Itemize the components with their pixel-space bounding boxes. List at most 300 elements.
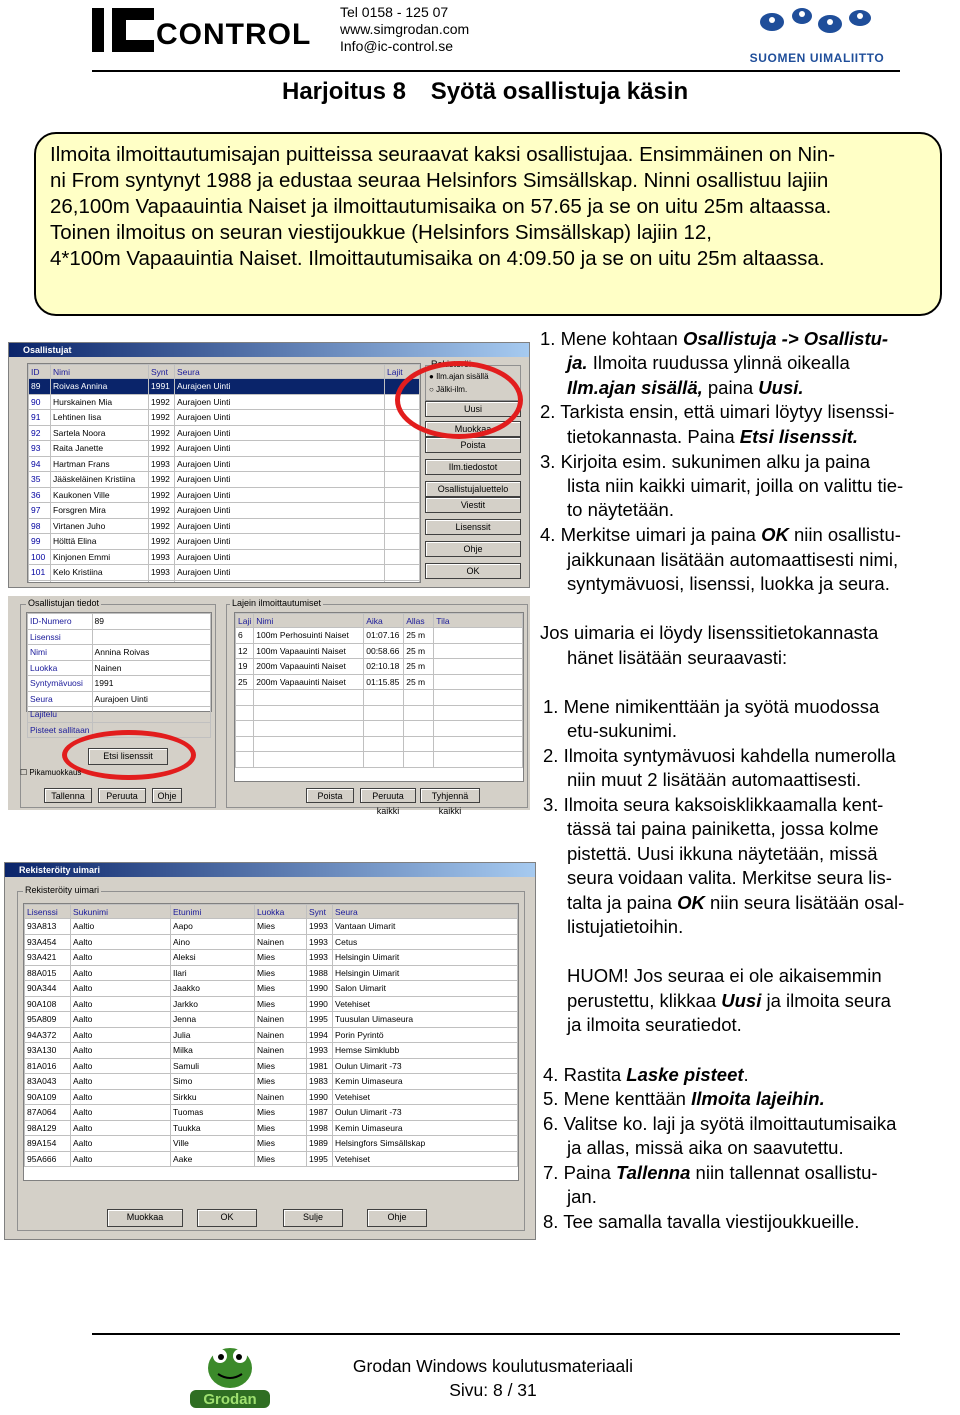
table-cell: Nainen: [255, 1012, 307, 1028]
step-text: .: [743, 1064, 749, 1085]
not-found-intro: Jos uimaria ei löydy lisenssitietokannasta: [540, 622, 879, 643]
table-cell: Hartman Frans: [51, 456, 149, 472]
table-row[interactable]: [25, 1151, 518, 1167]
col-synt[interactable]: Synt: [149, 365, 175, 379]
table-cell: Mies: [255, 1105, 307, 1121]
table-cell: 1992: [149, 410, 175, 426]
table-cell: [385, 518, 420, 534]
table-cell: Vantaan Uimarit: [333, 919, 518, 935]
table-cell: Kemin Uimaseura: [333, 1120, 518, 1136]
header-divider: [92, 70, 900, 72]
option-name: Ilm.ajan sisällä,: [567, 377, 703, 398]
table-cell: 93A421: [25, 950, 71, 966]
table-cell: Kinjonen Emmi: [51, 549, 149, 565]
table-row[interactable]: [25, 1012, 518, 1028]
step-text: ja ilmoita seura: [761, 990, 891, 1011]
table-cell: [236, 736, 254, 752]
table-cell: 93A130: [25, 1043, 71, 1059]
table-cell: [434, 690, 523, 706]
table-cell: 36: [29, 487, 51, 503]
rekisteroi-label: Rekisteröi: [431, 359, 472, 369]
side-button[interactable]: OK: [425, 563, 521, 579]
side-button[interactable]: Uusi: [425, 401, 521, 417]
field-value[interactable]: Annina Roivas: [92, 645, 210, 661]
table-cell: [385, 487, 420, 503]
table-cell: 01:07.16: [364, 628, 404, 644]
col-nimi[interactable]: Nimi: [51, 365, 149, 379]
radio-jalki-label: Jälki-ilm.: [436, 385, 468, 394]
step-3-cont: to näytetään.: [567, 499, 674, 520]
table-cell: [434, 736, 523, 752]
table-cell: Mies: [255, 1151, 307, 1167]
step-text: 7. Paina: [543, 1162, 617, 1183]
table-row[interactable]: [25, 1043, 518, 1059]
participants-table[interactable]: [27, 363, 421, 583]
table-cell: [385, 580, 420, 583]
table-cell: Sirkku: [171, 1089, 255, 1105]
table-cell: 89: [29, 379, 51, 395]
table-cell: Nainen: [255, 934, 307, 950]
table-row[interactable]: [29, 518, 420, 534]
mascot-name: Grodan: [203, 1391, 257, 1408]
table-cell: 87A064: [25, 1105, 71, 1121]
muokkaa-button[interactable]: Muokkaa: [107, 1209, 183, 1227]
table-cell: Aurajoen Uinti: [175, 472, 385, 488]
table-cell: [236, 690, 254, 706]
table-cell: Aurajoen Uinti: [175, 534, 385, 550]
new-step-3-cont: listujatietoihin.: [567, 916, 684, 937]
table-row[interactable]: [29, 534, 420, 550]
new-step-2-cont: niin muut 2 lisätään automaattisesti.: [567, 769, 862, 790]
col-luokka[interactable]: Luokka: [255, 905, 307, 919]
table-cell: Virtanen Juho: [51, 518, 149, 534]
pikamuokkaus-checkbox[interactable]: ☐ Pikamuokkaus: [20, 768, 82, 777]
etsi-lisenssit-button[interactable]: Etsi lisenssit: [88, 748, 168, 765]
table-row[interactable]: [25, 1074, 518, 1090]
table-cell: Nainen: [255, 1089, 307, 1105]
task-line: Toinen ilmoitus on seuran viestijoukkue (Helsinfors Simsällskap) lajiin 12,: [50, 221, 712, 244]
footer-divider: [92, 1333, 900, 1335]
field-label: Pisteet sallitaan: [28, 722, 93, 738]
table-cell: Tuomas: [171, 1105, 255, 1121]
new-step-8: 8. Tee samalla tavalla viestijoukkueille.: [543, 1211, 860, 1232]
side-button[interactable]: Lisenssit: [425, 519, 521, 535]
table-cell: Aurajoen Uinti: [175, 379, 385, 395]
step-3: 3. Kirjoita esim. sukunimen alku ja paina: [540, 451, 871, 472]
side-button[interactable]: Ohje: [425, 541, 521, 557]
table-cell: Aalto: [71, 1074, 171, 1090]
table-row[interactable]: [236, 659, 523, 675]
table-cell: 94: [29, 456, 51, 472]
field-label: ID-Numero: [28, 614, 93, 630]
table-row[interactable]: [29, 410, 420, 426]
col-allas[interactable]: Allas: [404, 614, 434, 628]
table-cell: 89A154: [25, 1136, 71, 1152]
table-cell: [434, 674, 523, 690]
table-cell: Nainen: [255, 1027, 307, 1043]
swimmers-icon: [742, 2, 892, 42]
table-row[interactable]: [29, 549, 420, 565]
table-cell: Aalto: [71, 1043, 171, 1059]
table-row[interactable]: [29, 580, 420, 583]
col-lajit[interactable]: Lajit: [385, 365, 420, 379]
table-cell: 101: [29, 565, 51, 581]
table-row[interactable]: [25, 981, 518, 997]
step-1-cont: [567, 351, 850, 376]
table-cell: 1993: [307, 1043, 333, 1059]
new-step-6: 6. Valitse ko. laji ja syötä ilmoittautumisaika: [543, 1113, 897, 1134]
lajit-group-label: Lajein ilmoittautumiset: [232, 598, 322, 608]
table-row[interactable]: [29, 379, 420, 395]
table-cell: Ilari: [171, 965, 255, 981]
table-cell: 25 m: [404, 659, 434, 675]
table-cell: 1994: [307, 1027, 333, 1043]
form-row: [28, 660, 211, 676]
table-cell: [434, 721, 523, 737]
field-value[interactable]: [92, 629, 210, 645]
table-cell: 1983: [307, 1074, 333, 1090]
button-name: OK: [761, 524, 789, 545]
table-cell: Aalto: [71, 981, 171, 997]
exercise-number: Harjoitus 8: [282, 78, 407, 105]
table-row[interactable]: [25, 1105, 518, 1121]
table-cell: Jenna: [171, 1012, 255, 1028]
step-1-cont: [567, 376, 804, 401]
button-name: Uusi: [721, 990, 762, 1011]
table-cell: Aurajoen Uinti: [175, 394, 385, 410]
table-cell: 81A016: [25, 1058, 71, 1074]
radio-jalki[interactable]: ○ Jälki-ilm.: [429, 385, 468, 394]
table-row[interactable]: [29, 394, 420, 410]
table-cell: [434, 659, 523, 675]
ohje-button[interactable]: Ohje: [367, 1209, 427, 1227]
table-cell: 12: [236, 643, 254, 659]
step-4-cont: jaikkunaan lisätään automaattisesti nimi,: [567, 549, 899, 570]
table-row[interactable]: [29, 472, 420, 488]
table-cell: 90A108: [25, 996, 71, 1012]
footer-course: Grodan Windows koulutusmateriaali: [352, 1356, 634, 1376]
col-lisenssi[interactable]: Lisenssi: [25, 905, 71, 919]
side-button[interactable]: Muokkaa: [425, 421, 521, 437]
table-row[interactable]: [29, 487, 420, 503]
table-cell: Aurajoen Uinti: [175, 410, 385, 426]
table-cell: 91: [29, 410, 51, 426]
table-row[interactable]: [29, 503, 420, 519]
step-4: [540, 523, 901, 548]
step-2-cont: [567, 425, 858, 450]
table-cell: 92: [29, 425, 51, 441]
table-cell: Hölttä Elina: [51, 534, 149, 550]
table-cell: Jääskeläinen Kristiina: [51, 472, 149, 488]
table-cell: Tuusulan Uimaseura: [333, 1012, 518, 1028]
table-cell: Aurajoen Uinti: [175, 425, 385, 441]
table-cell: 98: [29, 518, 51, 534]
table-cell: 200m Vapaauinti Naiset: [254, 659, 364, 675]
table-cell: Kemin Uimaseura: [333, 1074, 518, 1090]
table-cell: Ville: [171, 1136, 255, 1152]
lajit-table[interactable]: [234, 612, 524, 782]
peruuta-kaikki-button[interactable]: Peruuta kaikki: [360, 788, 416, 803]
table-cell: [434, 752, 523, 768]
col-seura[interactable]: Seura: [175, 365, 385, 379]
table-cell: Salon Uimarit: [333, 981, 518, 997]
new-step-3-cont: pistettä. Uusi ikkuna näytetään, missä: [567, 843, 878, 864]
table-cell: [236, 721, 254, 737]
peruuta-button[interactable]: Peruuta: [98, 788, 146, 803]
registered-swimmer-window: [4, 862, 536, 1240]
pikamuokkaus-label: Pikamuokkaus: [29, 768, 82, 777]
step-text: 1. Mene kohtaan: [540, 328, 683, 349]
table-row[interactable]: [29, 456, 420, 472]
table-row[interactable]: [25, 965, 518, 981]
table-cell: [434, 705, 523, 721]
table-cell: Aalto: [71, 1089, 171, 1105]
radio-ilm-label: Ilm.ajan sisällä: [436, 372, 489, 381]
table-cell: Jaakko: [171, 981, 255, 997]
table-cell: 98A129: [25, 1120, 71, 1136]
side-button[interactable]: Poista: [425, 437, 521, 453]
form-row: [28, 707, 211, 723]
poista-button[interactable]: Poista: [306, 788, 354, 803]
table-cell: [404, 721, 434, 737]
contact-email[interactable]: Info@ic-control.se: [340, 38, 454, 54]
table-cell: Julia: [171, 1027, 255, 1043]
step-text: niin osallistu-: [788, 524, 901, 545]
col-synt[interactable]: Synt: [307, 905, 333, 919]
table-cell: 1990: [307, 1089, 333, 1105]
table-cell: Simo: [171, 1074, 255, 1090]
col-tila[interactable]: Tila: [434, 614, 523, 628]
page-title: [282, 78, 706, 106]
registered-group-label: Rekisteröity uimari: [25, 885, 100, 895]
side-button[interactable]: Viestit: [425, 497, 521, 513]
table-row[interactable]: [236, 674, 523, 690]
table-row[interactable]: [29, 425, 420, 441]
table-cell: 1988: [307, 965, 333, 981]
table-row[interactable]: [29, 565, 420, 581]
step-text: Ilmoita ruudussa ylinnä oikealla: [587, 352, 850, 373]
col-id[interactable]: ID: [29, 365, 51, 379]
table-row[interactable]: [25, 996, 518, 1012]
table-cell: [51, 580, 149, 583]
table-cell: Samuli: [171, 1058, 255, 1074]
step-text: 4. Merkitse uimari ja paina: [540, 524, 762, 545]
table-cell: 94A372: [25, 1027, 71, 1043]
table-row[interactable]: [25, 934, 518, 950]
registered-table[interactable]: [23, 903, 519, 1181]
task-line: 26,100m Vapaauintia Naiset ja ilmoittautumisaika on 57.65 ja se on uitu 25m altaassa.: [50, 195, 832, 218]
table-cell: Helsingin Uimarit: [333, 965, 518, 981]
table-row[interactable]: [29, 441, 420, 457]
table-cell: 95A666: [25, 1151, 71, 1167]
sulje-button[interactable]: Sulje: [283, 1209, 343, 1227]
option-name: Laske pisteet: [626, 1064, 744, 1085]
button-name: Etsi lisenssit.: [739, 426, 859, 447]
ohje-button[interactable]: Ohje: [152, 788, 182, 803]
col-aika[interactable]: Aika: [364, 614, 404, 628]
side-button[interactable]: Osallistujaluettelo: [425, 481, 521, 497]
table-cell: 95A809: [25, 1012, 71, 1028]
table-cell: Aurajoen Uinti: [175, 549, 385, 565]
table-cell: 100m Vapaauinti Naiset: [254, 643, 364, 659]
table-cell: Forsgren Mira: [51, 503, 149, 519]
table-cell: [404, 690, 434, 706]
table-cell: [385, 549, 420, 565]
field-label: Syntymävuosi: [28, 676, 93, 692]
contact-info: [340, 4, 469, 55]
table-cell: 1995: [307, 1012, 333, 1028]
step-2: 2. Tarkista ensin, että uimari löytyy lisenssi-: [540, 401, 895, 422]
field-value[interactable]: Aurajoen Uinti: [92, 691, 210, 707]
footer-page: Sivu: 8 / 31: [449, 1380, 537, 1400]
table-cell: Vetehiset: [333, 1089, 518, 1105]
table-cell: Helsingfors Simsällskap: [333, 1136, 518, 1152]
field-label: Lajitelu: [28, 707, 93, 723]
col-sukunimi[interactable]: Sukunimi: [71, 905, 171, 919]
field-value[interactable]: 1991: [92, 676, 210, 692]
new-step-7: [543, 1161, 878, 1186]
task-line: Ilmoita ilmoittautumisajan puitteissa seuraavat kaksi osallistujaa. Ensimmäinen on Nin-: [50, 143, 836, 166]
col-laji[interactable]: Laji: [236, 614, 254, 628]
frog-icon: [184, 1338, 276, 1410]
table-cell: 19: [236, 659, 254, 675]
table-cell: [385, 534, 420, 550]
table-cell: 1992: [149, 394, 175, 410]
button-name: Tallenna: [616, 1162, 691, 1183]
ok-button[interactable]: OK: [197, 1209, 257, 1227]
table-cell: 1990: [307, 981, 333, 997]
table-cell: [254, 752, 364, 768]
form-row: [28, 614, 211, 630]
table-cell: Oulun Uimarit -73: [333, 1105, 518, 1121]
table-cell: 83A043: [25, 1074, 71, 1090]
form-row: [28, 645, 211, 661]
table-cell: [254, 721, 364, 737]
field-value[interactable]: Nainen: [92, 660, 210, 676]
table-row[interactable]: [236, 628, 523, 644]
table-row[interactable]: [25, 1089, 518, 1105]
table-cell: Mies: [255, 1074, 307, 1090]
table-cell: Lehtinen Iisa: [51, 410, 149, 426]
new-step-2: 2. Ilmoita syntymävuosi kahdella numerolla: [543, 745, 896, 766]
empty-row: [236, 752, 523, 768]
table-cell: Aalto: [71, 965, 171, 981]
table-cell: Hurskainen Mia: [51, 394, 149, 410]
radio-ilm[interactable]: ● Ilm.ajan sisällä: [429, 372, 489, 381]
field-value[interactable]: 89: [92, 614, 210, 630]
huom-note-cont: [567, 989, 891, 1014]
contact-web[interactable]: www.simgrodan.com: [340, 21, 470, 37]
table-row[interactable]: [25, 919, 518, 935]
task-line: 4*100m Vapaauintia Naiset. Ilmoittautumisaika on 4:09.50 ja se on uitu 25m altaassa.: [50, 247, 825, 270]
table-row[interactable]: [25, 950, 518, 966]
table-cell: 90: [29, 394, 51, 410]
table-cell: 1981: [307, 1058, 333, 1074]
highlight-oval: [395, 361, 523, 439]
table-cell: 01:15.85: [364, 674, 404, 690]
new-step-4: [543, 1063, 749, 1088]
table-cell: 00:58.66: [364, 643, 404, 659]
table-cell: Aurajoen Uinti: [175, 565, 385, 581]
table-cell: Aaltio: [71, 919, 171, 935]
task-box: [34, 132, 942, 316]
table-cell: 100m Perhosuinti Naiset: [254, 628, 364, 644]
table-cell: 1993: [149, 565, 175, 581]
contact-phone: Tel 0158 - 125 07: [340, 4, 449, 20]
window-title: Osallistujat: [9, 343, 529, 357]
table-cell: 1992: [149, 534, 175, 550]
table-cell: 90A344: [25, 981, 71, 997]
table-row[interactable]: [25, 1027, 518, 1043]
table-cell: Mies: [255, 1120, 307, 1136]
table-cell: 1990: [307, 996, 333, 1012]
table-cell: [175, 580, 385, 583]
table-cell: Milka: [171, 1043, 255, 1059]
table-cell: 02:10.18: [364, 659, 404, 675]
new-step-3-cont: seura voidaan valita. Merkitse seura lis-: [567, 867, 892, 888]
svg-text:CONTROL: CONTROL: [156, 18, 312, 51]
table-cell: [254, 705, 364, 721]
table-row[interactable]: [25, 1136, 518, 1152]
table-row[interactable]: [236, 643, 523, 659]
col-seura[interactable]: Seura: [333, 905, 518, 919]
table-cell: 100: [29, 549, 51, 565]
col-etunimi[interactable]: Etunimi: [171, 905, 255, 919]
tallenna-button[interactable]: Tallenna: [44, 788, 92, 803]
col-laji-nimi[interactable]: Nimi: [254, 614, 364, 628]
table-cell: Raita Janette: [51, 441, 149, 457]
table-cell: Porin Pyrintö: [333, 1027, 518, 1043]
step-3-cont: lista niin kaikki uimarit, joilla on valittu tie-: [567, 475, 904, 496]
form-row: [28, 629, 211, 645]
table-cell: Mies: [255, 981, 307, 997]
uimaliitto-logo: [742, 2, 892, 66]
tyhjenna-kaikki-button[interactable]: Tyhjennä kaikki: [420, 788, 480, 803]
button-name: Uusi.: [758, 377, 804, 398]
table-cell: 25 m: [404, 628, 434, 644]
menu-path: ja.: [567, 352, 588, 373]
table-cell: 99: [29, 534, 51, 550]
table-cell: 1991: [149, 379, 175, 395]
table-cell: Kelo Kristiina: [51, 565, 149, 581]
table-cell: [385, 441, 420, 457]
window-title: Rekisteröity uimari: [5, 863, 535, 877]
table-cell: Aalto: [71, 934, 171, 950]
side-button[interactable]: Ilm.tiedostot: [425, 459, 521, 475]
table-cell: 1993: [307, 934, 333, 950]
details-group-label: Osallistujan tiedot: [28, 598, 100, 608]
table-cell: 88A015: [25, 965, 71, 981]
table-row[interactable]: [25, 1120, 518, 1136]
empty-row: [236, 690, 523, 706]
table-cell: [364, 705, 404, 721]
table-cell: 200m Vapaauinti Naiset: [254, 674, 364, 690]
field-value[interactable]: [92, 707, 210, 723]
table-cell: 97: [29, 503, 51, 519]
osallistujat-window: [8, 342, 530, 588]
table-cell: [385, 565, 420, 581]
table-cell: [385, 503, 420, 519]
table-cell: Aalto: [71, 1105, 171, 1121]
table-cell: Kaukonen Ville: [51, 487, 149, 503]
table-row[interactable]: [25, 1058, 518, 1074]
table-cell: Aurajoen Uinti: [175, 518, 385, 534]
exercise-title: Syötä osallistuja käsin: [430, 78, 689, 105]
table-cell: 1993: [149, 456, 175, 472]
table-cell: 93A813: [25, 919, 71, 935]
step-text: niin tallennat osallistu-: [690, 1162, 878, 1183]
new-step-3: 3. Ilmoita seura kaksoisklikkaamalla kent-: [543, 794, 884, 815]
